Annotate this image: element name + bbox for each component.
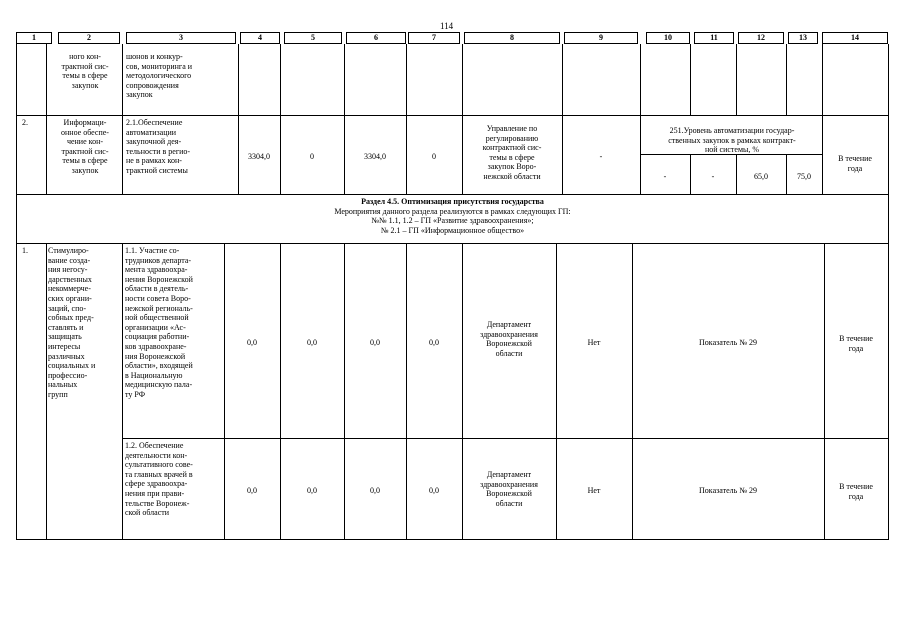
row2-col6: 3304,0 bbox=[364, 152, 386, 161]
column-header-11: 11 bbox=[694, 32, 734, 44]
column-header-3: 3 bbox=[126, 32, 236, 44]
row2-col8: Управление по регулированию контрактной сис- темы в сфере закупок Воро- нежской области bbox=[482, 124, 542, 181]
row4-col6: 0,0 bbox=[370, 486, 380, 495]
row2-col9: - bbox=[599, 152, 603, 161]
row4-col5: 0,0 bbox=[307, 486, 317, 495]
page-number: 114 bbox=[440, 21, 454, 31]
row2-indicator: 251.Уровень автоматизации государ- ственных закупок в рамках контракт- ной системы, % bbox=[668, 126, 796, 155]
column-header-14: 14 bbox=[822, 32, 888, 44]
section-line-3: № 2.1 – ГП «Информационное общество» bbox=[380, 225, 525, 235]
cont-row-col2: ного кон- трактной сис- темы в сфере закупок bbox=[61, 52, 109, 90]
row2-number: 2. bbox=[22, 118, 28, 127]
row2-col7: 0 bbox=[432, 152, 436, 161]
row2-col3: 2.1.Обеспечение автоматизации закупочной дея- тельности в регио- не в рамках кон- трактной системы bbox=[126, 118, 191, 175]
column-header-5: 5 bbox=[284, 32, 342, 44]
row2-col4: 3304,0 bbox=[248, 152, 270, 161]
row3-col2: Стимулиро- вание созда- ния негосу- дарственных некоммерче- ских органи- заций, спо- собных пред- ставлять и защищать интересы различных социальных и профессио- нальных групп bbox=[48, 246, 96, 399]
row2-col5: 0 bbox=[310, 152, 314, 161]
row4-indicator: Показатель № 29 bbox=[699, 486, 757, 495]
row3-col5: 0,0 bbox=[307, 338, 317, 347]
column-header-2: 2 bbox=[58, 32, 120, 44]
row3-number: 1. bbox=[22, 246, 28, 255]
row2-col13: 75,0 bbox=[797, 172, 811, 181]
row3-col8: Департамент здравоохранения Воронежской области bbox=[480, 320, 538, 358]
row4-col3: 1.2. Обеспечение деятельности кон- сультативного сове- та главных врачей в сфере здравоохра- нения при прави- тельстве Воронеж- ской области bbox=[125, 441, 193, 518]
row2-col10: - bbox=[663, 172, 667, 181]
row3-col4: 0,0 bbox=[247, 338, 257, 347]
row3-col3: 1.1. Участие со- трудников департа- мента здравоохра- нения Воронежской области в деятель- ности совета Воро- нежской региональ- ной общественной организации «Ас- социация работни- ков здравоохране- ния Воронежской области», входящей в Национальную медицинскую пала- ту РФ bbox=[125, 246, 193, 399]
column-header-12: 12 bbox=[738, 32, 784, 44]
row2-col11: - bbox=[711, 172, 715, 181]
section-line-1: Мероприятия данного раздела реализуются в рамках следующих ГП: bbox=[334, 206, 571, 216]
row3-col14: В течение года bbox=[839, 334, 873, 353]
row4-col8: Департамент здравоохранения Воронежской области bbox=[480, 470, 538, 508]
column-header-1: 1 bbox=[16, 32, 52, 44]
cont-row-col3: шонов и конкур- сов, мониторинга и методологического сопровождения закупок bbox=[126, 52, 193, 100]
row4-col7: 0,0 bbox=[429, 486, 439, 495]
section-line-2: №№ 1.1, 1.2 – ГП «Развитие здравоохранения»; bbox=[371, 216, 534, 226]
row3-indicator: Показатель № 29 bbox=[699, 338, 757, 347]
section-title: Раздел 4.5. Оптимизация присутствия государства bbox=[361, 197, 544, 206]
column-header-7: 7 bbox=[408, 32, 460, 44]
column-header-10: 10 bbox=[646, 32, 690, 44]
row2-col12: 65,0 bbox=[754, 172, 768, 181]
row4-col4: 0,0 bbox=[247, 486, 257, 495]
column-header-6: 6 bbox=[346, 32, 406, 44]
row3-col6: 0,0 bbox=[370, 338, 380, 347]
row2-col14: В течение года bbox=[838, 154, 872, 173]
row3-col9: Нет bbox=[587, 338, 601, 347]
section-header bbox=[16, 197, 889, 235]
column-header-4: 4 bbox=[240, 32, 280, 44]
row4-col9: Нет bbox=[587, 486, 601, 495]
column-header-9: 9 bbox=[564, 32, 638, 44]
row3-col7: 0,0 bbox=[429, 338, 439, 347]
row4-col14: В течение года bbox=[839, 482, 873, 501]
column-header-8: 8 bbox=[464, 32, 560, 44]
column-header-13: 13 bbox=[788, 32, 818, 44]
row2-col2: Информаци- онное обеспе- чение кон- трактной сис- темы в сфере закупок bbox=[61, 118, 109, 175]
